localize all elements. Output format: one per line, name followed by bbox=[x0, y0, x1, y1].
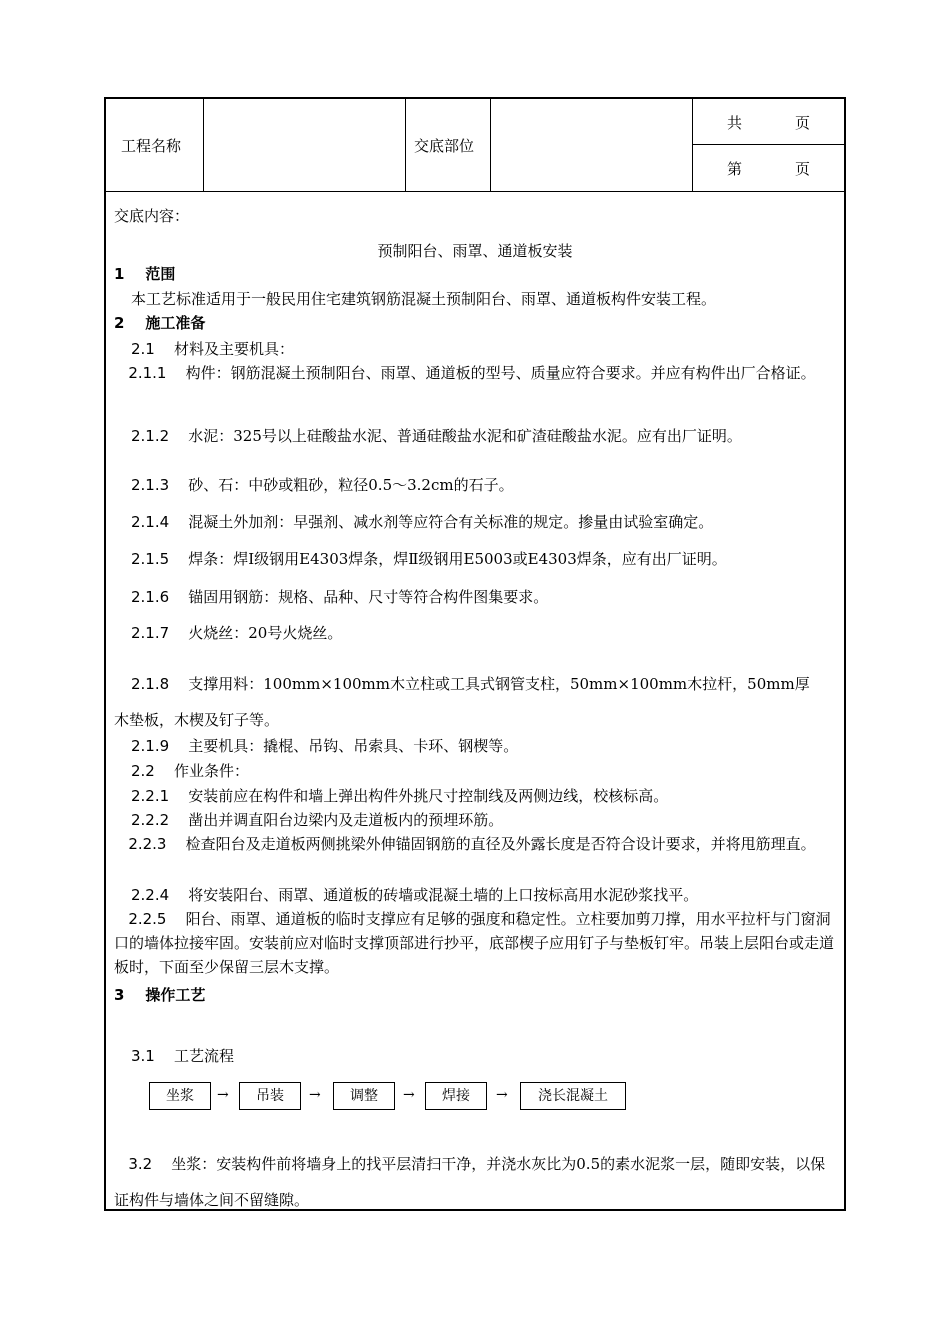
item-2-1-1 bbox=[114, 361, 836, 385]
item-text: 工艺流程 bbox=[173, 1047, 234, 1065]
item-2-1-7 bbox=[131, 623, 342, 643]
item-2-2 bbox=[131, 761, 249, 781]
total-pages-char: 共 bbox=[727, 114, 743, 132]
item-number: 2.1.1 bbox=[128, 364, 167, 382]
handover-location-label: 交底部位 bbox=[414, 137, 475, 155]
item-number: 2.1.6 bbox=[131, 588, 170, 606]
item-number: 2.1.7 bbox=[131, 624, 170, 642]
header-col-line-2 bbox=[405, 97, 406, 192]
item-text: 阳台、雨罩、通道板的临时支撑应有足够的强度和稳定性。立柱要加剪刀撑，用水平拉杆与门窗洞口的墙体拉接牢固。安装前应对临时支撑顶部进行抄平，底部楔子应用钉子与垫板钉牢。吊装上层阳台或走道板时，下面至少保留三层木支撑。 bbox=[114, 910, 835, 976]
content-label: 交底内容： bbox=[114, 207, 190, 225]
item-number: 2.2 bbox=[131, 762, 155, 780]
project-name-label: 工程名称 bbox=[121, 137, 182, 155]
section-title: 操作工艺 bbox=[145, 986, 206, 1004]
item-3-1 bbox=[131, 1046, 234, 1066]
item-2-1-8 bbox=[131, 674, 810, 694]
flow-step-2: 吊装 bbox=[239, 1082, 301, 1110]
item-text: 水泥：325号以上硅酸盐水泥、普通硅酸盐水泥和矿渣硅酸盐水泥。应有出厂证明。 bbox=[188, 427, 742, 445]
item-number: 3.1 bbox=[131, 1047, 155, 1065]
item-number: 2.2.2 bbox=[131, 811, 170, 829]
section-title: 范围 bbox=[145, 265, 176, 283]
section-2-heading bbox=[114, 313, 205, 333]
item-text: 火烧丝：20号火烧丝。 bbox=[188, 624, 343, 642]
item-number: 2.1 bbox=[131, 340, 155, 358]
header-col-line-3 bbox=[490, 97, 491, 192]
item-text: 构件：钢筋混凝土预制阳台、雨罩、通道板的型号、质量应符合要求。并应有构件出厂合格证。 bbox=[185, 364, 816, 382]
item-text: 混凝土外加剂：早强剂、减水剂等应符合有关标准的规定。掺量由试验室确定。 bbox=[188, 513, 714, 531]
item-2-2-2 bbox=[131, 810, 503, 830]
item-number: 2.2.5 bbox=[128, 910, 167, 928]
item-number: 2.2.4 bbox=[131, 886, 170, 904]
section-number: 2 bbox=[114, 314, 125, 332]
item-2-1-5 bbox=[131, 549, 727, 569]
item-number: 2.1.2 bbox=[131, 427, 170, 445]
item-number: 2.2.1 bbox=[131, 787, 170, 805]
flow-step-5: 浇长混凝土 bbox=[520, 1082, 626, 1110]
item-text: 坐浆：安装构件前将墙身上的找平层清扫干净，并浇水灰比为0.5的素水泥浆一层，随即安装，以保证构件与墙体之间不留缝隙。 bbox=[114, 1155, 826, 1209]
section-3-heading bbox=[114, 985, 205, 1005]
flow-arrow-4: → bbox=[496, 1087, 508, 1103]
total-pages-unit: 页 bbox=[795, 114, 811, 132]
scope-paragraph: 本工艺标准适用于一般民用住宅建筑钢筋混凝土预制阳台、雨罩、通道板构件安装工程。 bbox=[131, 290, 717, 308]
page-no-char: 第 bbox=[727, 160, 743, 178]
section-number: 1 bbox=[114, 265, 125, 283]
item-2-1-2 bbox=[131, 426, 742, 446]
item-text: 支撑用料：100mm×100mm木立柱或工具式钢管支柱，50mm×100mm木拉杆，50mm厚 bbox=[188, 675, 810, 693]
header-bottom-line bbox=[104, 191, 846, 192]
section-number: 3 bbox=[114, 986, 125, 1004]
item-2-1-3 bbox=[131, 475, 514, 495]
item-text: 作业条件： bbox=[173, 762, 249, 780]
item-text: 将安装阳台、雨罩、通道板的砖墙或混凝土墙的上口按标高用水泥砂浆找平。 bbox=[188, 886, 699, 904]
item-text: 材料及主要机具： bbox=[173, 340, 294, 358]
item-2-2-1 bbox=[131, 786, 668, 806]
item-2-2-4 bbox=[131, 885, 698, 905]
item-2-1-4 bbox=[131, 512, 713, 532]
item-text: 锚固用钢筋：规格、品种、尺寸等符合构件图集要求。 bbox=[188, 588, 549, 606]
header-col-line-1 bbox=[203, 97, 204, 192]
item-text: 安装前应在构件和墙上弹出构件外挑尺寸控制线及两侧边线，校核标高。 bbox=[188, 787, 669, 805]
flow-step-4: 焊接 bbox=[425, 1082, 487, 1110]
flow-arrow-1: → bbox=[217, 1087, 229, 1103]
item-text: 凿出并调直阳台边梁内及走道板内的预埋环筋。 bbox=[188, 811, 504, 829]
document-title: 预制阳台、雨罩、通道板安装 bbox=[377, 242, 573, 260]
item-2-2-3 bbox=[114, 832, 836, 856]
page-no-unit: 页 bbox=[795, 160, 811, 178]
item-2-1-8-continued: 木垫板，木楔及钉子等。 bbox=[114, 711, 280, 729]
item-2-2-5 bbox=[114, 907, 836, 979]
item-2-1-6 bbox=[131, 587, 548, 607]
flow-step-1: 坐浆 bbox=[149, 1082, 211, 1110]
item-text: 砂、石：中砂或粗砂，粒径0.5～3.2cm的石子。 bbox=[188, 476, 514, 494]
item-number: 2.1.9 bbox=[131, 737, 170, 755]
item-number: 2.1.4 bbox=[131, 513, 170, 531]
item-number: 2.1.3 bbox=[131, 476, 170, 494]
section-title: 施工准备 bbox=[145, 314, 206, 332]
item-number: 2.1.5 bbox=[131, 550, 170, 568]
section-1-heading bbox=[114, 264, 175, 284]
item-text: 检查阳台及走道板两侧挑梁外伸锚固钢筋的直径及外露长度是否符合设计要求，并将甩筋理直。 bbox=[185, 835, 816, 853]
item-number: 2.2.3 bbox=[128, 835, 167, 853]
item-number: 2.1.8 bbox=[131, 675, 170, 693]
document-frame bbox=[104, 97, 846, 1211]
flow-step-3: 调整 bbox=[333, 1082, 395, 1110]
header-page-divider bbox=[692, 144, 846, 145]
flow-arrow-3: → bbox=[403, 1087, 415, 1103]
item-2-1-9 bbox=[131, 736, 518, 756]
item-text: 焊条：焊Ⅰ级钢用E4303焊条，焊Ⅱ级钢用E5003或E4303焊条，应有出厂证明。 bbox=[188, 550, 727, 568]
item-number: 3.2 bbox=[128, 1155, 153, 1173]
flow-arrow-2: → bbox=[309, 1087, 321, 1103]
item-3-2 bbox=[114, 1146, 836, 1218]
item-2-1 bbox=[131, 339, 294, 359]
item-text: 主要机具：撬棍、吊钩、吊索具、卡环、钢楔等。 bbox=[188, 737, 519, 755]
